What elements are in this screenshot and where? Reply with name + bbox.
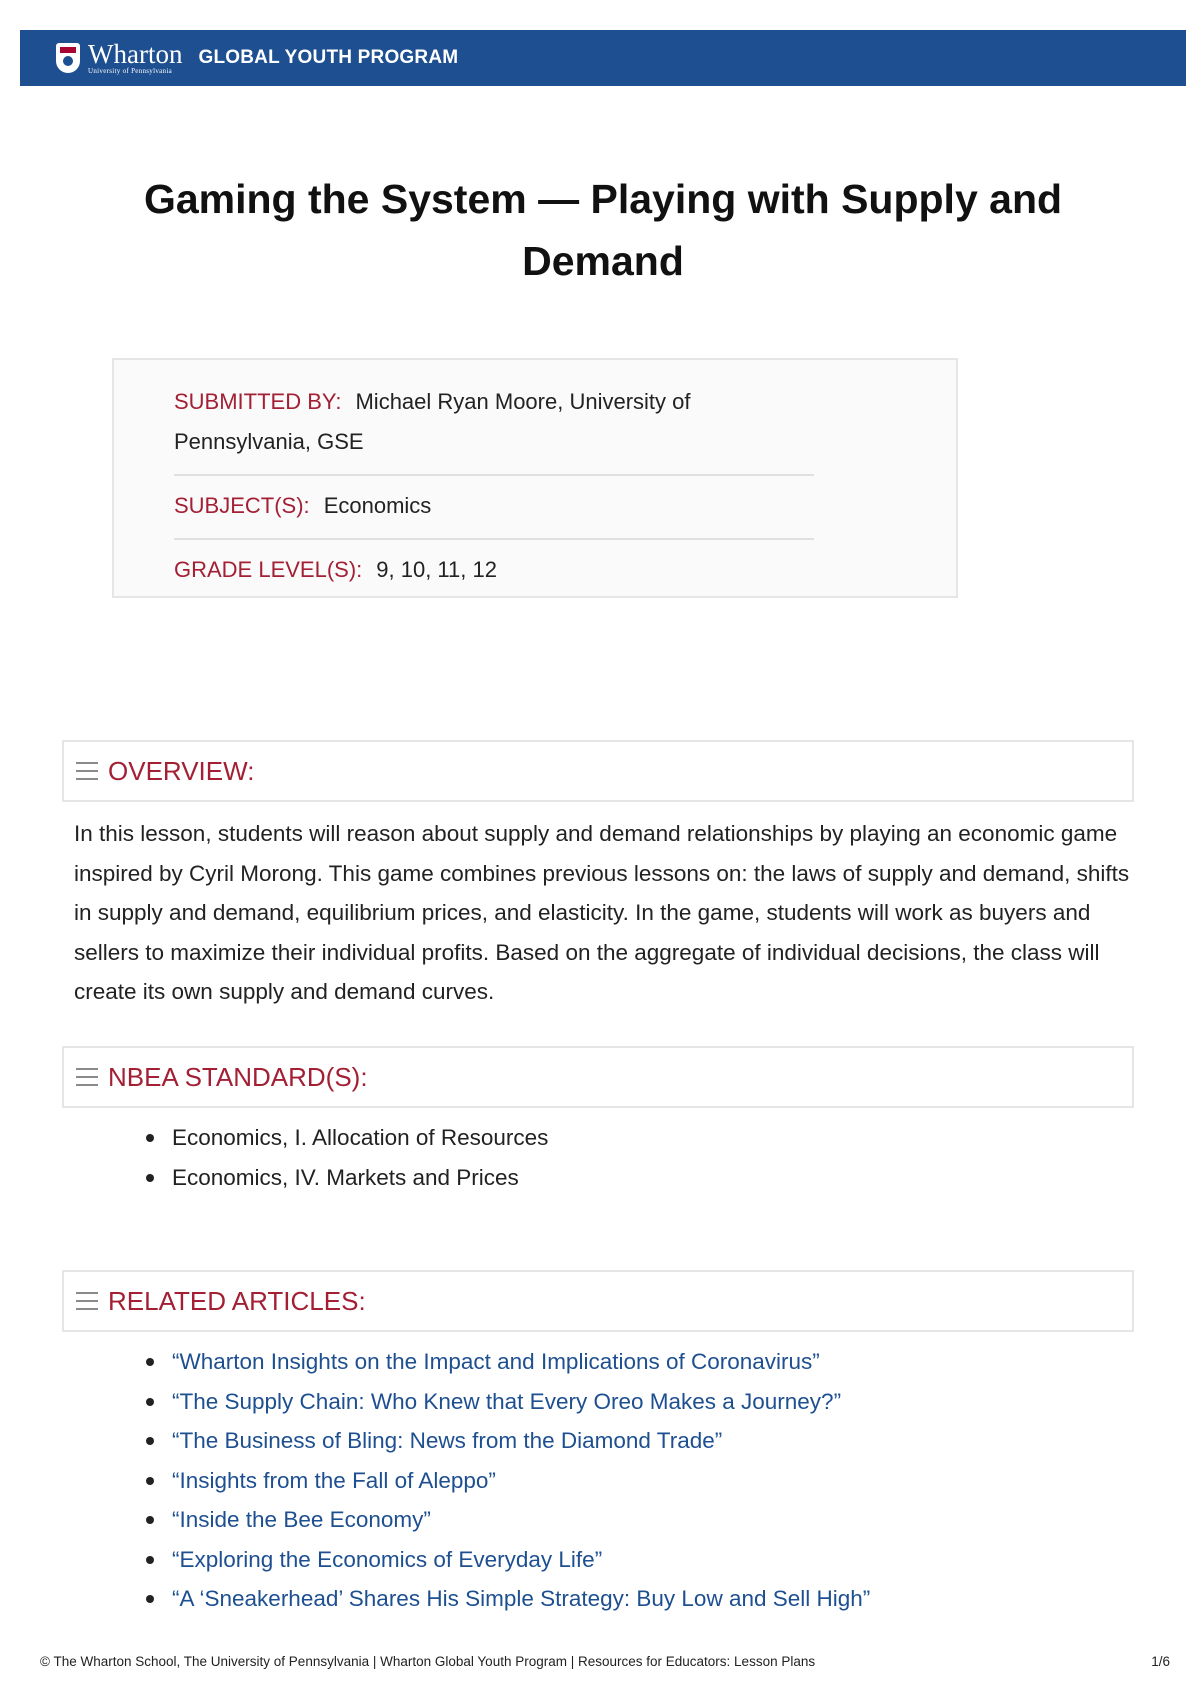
list-item: Economics, I. Allocation of Resources [128, 1118, 548, 1158]
grade-levels-row [174, 538, 814, 590]
footer-text: © The Wharton School, The University of Pennsylvania | Wharton Global Youth Program | Resources for Educators: Lesson Plans [40, 1654, 816, 1669]
article-link[interactable]: “A ‘Sneakerhead’ Shares His Simple Strategy: Buy Low and Sell High” [128, 1579, 870, 1619]
article-link[interactable]: “The Supply Chain: Who Knew that Every Oreo Makes a Journey?” [128, 1382, 870, 1422]
related-articles-list [128, 1342, 870, 1619]
standards-list [128, 1118, 548, 1197]
page-footer [40, 1654, 1170, 1669]
submitted-by-row [174, 382, 814, 474]
logo-wordmark: Wharton [88, 39, 183, 69]
submitted-by-value: Michael Ryan Moore, University of Pennsylvania, GSE [174, 389, 691, 454]
program-name: GLOBAL YOUTH PROGRAM [198, 47, 459, 68]
standards-header[interactable] [62, 1046, 1134, 1108]
standards-heading: NBEA STANDARD(S): [108, 1061, 368, 1092]
menu-lines-icon [76, 1292, 98, 1310]
subjects-label: SUBJECT(S): [174, 493, 310, 518]
article-link[interactable]: “Exploring the Economics of Everyday Life” [128, 1540, 870, 1580]
menu-lines-icon [76, 1068, 98, 1086]
header-bar [20, 30, 1186, 86]
article-link[interactable]: “Inside the Bee Economy” [128, 1500, 870, 1540]
menu-lines-icon [76, 762, 98, 780]
related-articles-heading: RELATED ARTICLES: [108, 1285, 366, 1316]
grade-levels-value: 9, 10, 11, 12 [376, 557, 497, 582]
article-link[interactable]: “Insights from the Fall of Aleppo” [128, 1461, 870, 1501]
logo-subline: University of Pennsylvania [88, 67, 173, 75]
page-number: 1/6 [1151, 1654, 1170, 1669]
subjects-value: Economics [323, 493, 432, 518]
overview-header[interactable] [62, 740, 1134, 802]
subjects-row [174, 474, 814, 538]
list-item: Economics, IV. Markets and Prices [128, 1158, 548, 1198]
overview-heading: OVERVIEW: [108, 755, 255, 786]
penn-shield-icon [56, 43, 80, 73]
grade-levels-label: GRADE LEVEL(S): [174, 557, 363, 582]
overview-text: In this lesson, students will reason about supply and demand relationships by playing an economic game inspired by Cyril Morong. This game combines previous lessons on: the laws of supply and demand, shifts in supply and demand, equilibrium prices, and elasticity. In the game, students will work as buyers and sellers to maximize their individual profits. Based on the aggregate of individual decisions, the class will create its own supply and demand curves. [74, 821, 1130, 1004]
wharton-logo[interactable] [56, 41, 182, 75]
lesson-meta-box [112, 358, 958, 598]
article-link[interactable]: “The Business of Bling: News from the Diamond Trade” [128, 1421, 870, 1461]
related-articles-header[interactable] [62, 1270, 1134, 1332]
article-link[interactable]: “Wharton Insights on the Impact and Implications of Coronavirus” [128, 1342, 870, 1382]
page-title: Gaming the System — Playing with Supply and Demand [143, 176, 1063, 284]
submitted-by-label: SUBMITTED BY: [174, 389, 342, 414]
